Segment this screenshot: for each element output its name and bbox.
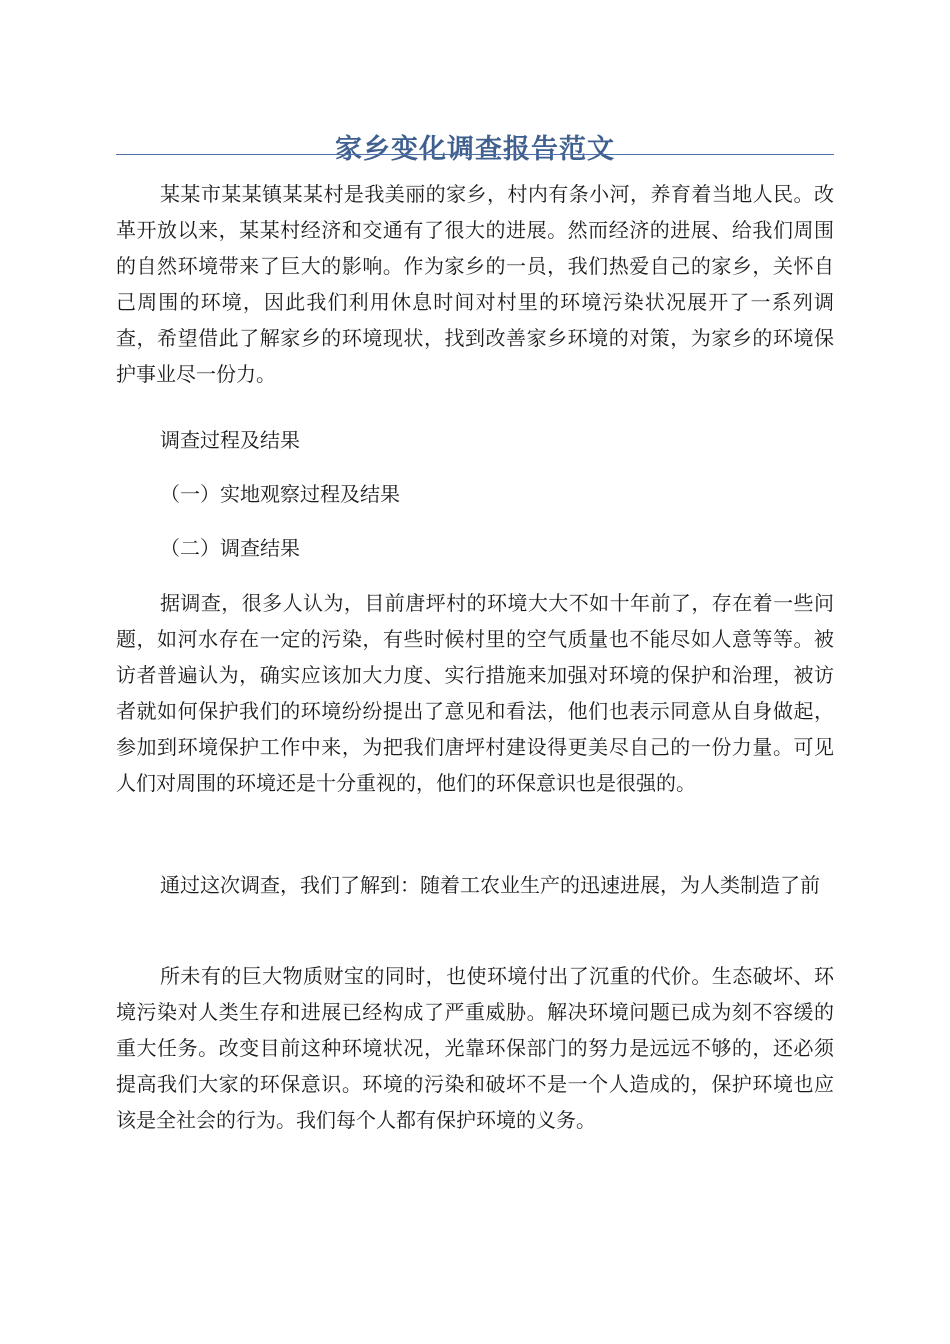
paragraph-findings: 据调查，很多人认为，目前唐坪村的环境大大不如十年前了，存在着一些问题，如河水存在一定的污染，有些时候村里的空气质量也不能尽如人意等等。被访者普遍认为，确实应该加大力度、实行措施来加强对环境的保护和治理，被访者就如何保护我们的环境纷纷提出了意见和看法，他们也表示同意从自身做起，参加到环境保护工作中来，为把我们唐坪村建设得更美尽自己的一份力量。可见人们对周围的环境还是十分重视的，他们的环保意识也是很强的。 bbox=[116, 591, 834, 795]
paragraph-conclusion-part2: 所未有的巨大物质财宝的同时，也使环境付出了沉重的代价。生态破坏、环境污染对人类生存和进展已经构成了严重威胁。解决环境问题已成为刻不容缓的重大任务。改变目前这种环境状况，光靠环保部门的努力是远远不够的，还必须提高我们大家的环保意识。环境的污染和破坏不是一个人造成的，保护环境也应该是全社会的行为。我们每个人都有保护环境的义务。 bbox=[116, 964, 834, 1132]
paragraph-intro: 某某市某某镇某某村是我美丽的家乡，村内有条小河，养育着当地人民。改革开放以来，某某村经济和交通有了很大的进展。然而经济的进展、给我们周围的自然环境带来了巨大的影响。作为家乡的一员，我们热爱自己的家乡，关怀自己周围的环境，因此我们利用休息时间对村里的环境污染状况展开了一系列调查，希望借此了解家乡的环境现状，找到改善家乡环境的对策，为家乡的环境保护事业尽一份力。 bbox=[116, 182, 834, 386]
paragraph-conclusion-part1: 通过这次调查，我们了解到：随着工农业生产的迅速进展，为人类制造了前 bbox=[160, 873, 820, 897]
title-divider bbox=[116, 154, 834, 155]
section-heading: 调查过程及结果 bbox=[160, 428, 300, 452]
page-title: 家乡变化调查报告范文 bbox=[335, 134, 615, 166]
sub-heading-results: （二）调查结果 bbox=[160, 536, 300, 560]
sub-heading-observation: （一）实地观察过程及结果 bbox=[160, 482, 400, 506]
